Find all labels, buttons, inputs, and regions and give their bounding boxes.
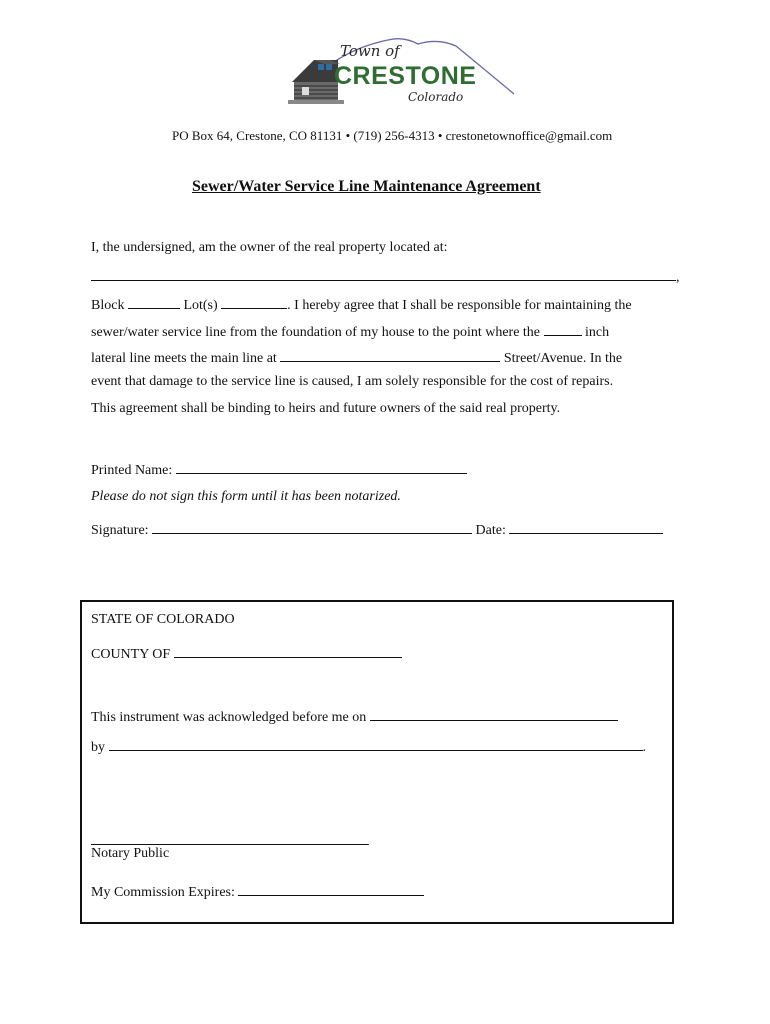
signature-label: Signature: bbox=[91, 523, 149, 538]
notary-state: STATE OF COLORADO bbox=[91, 612, 235, 627]
date-label: Date: bbox=[475, 523, 506, 538]
commission-label: My Commission Expires: bbox=[91, 885, 235, 900]
notary-signature-field[interactable] bbox=[91, 830, 369, 845]
signature-row bbox=[91, 519, 663, 539]
notarize-notice: Please do not sign this form until it has been notarized. bbox=[91, 489, 401, 504]
commission-row bbox=[91, 881, 424, 901]
printed-name-label: Printed Name: bbox=[91, 463, 173, 478]
main-line-row bbox=[91, 347, 622, 367]
county-field[interactable] bbox=[174, 643, 402, 658]
street-avenue-label: Street/Avenue. In the bbox=[503, 351, 623, 366]
logo-town-of: Town of bbox=[340, 42, 400, 60]
town-logo bbox=[278, 34, 518, 110]
by-period: . bbox=[642, 740, 646, 755]
acknowledged-label: This instrument was acknowledged before me on bbox=[91, 710, 367, 725]
agreement-text-2: sewer/water service line from the foundation of my house to the point where the bbox=[91, 325, 541, 340]
property-address-comma: , bbox=[676, 270, 680, 285]
block-label: Block bbox=[91, 298, 125, 313]
printed-name-field[interactable] bbox=[176, 459, 467, 474]
logo-crestone: CRESTONE bbox=[334, 62, 477, 90]
signature-field[interactable] bbox=[152, 519, 472, 534]
county-row bbox=[91, 643, 402, 663]
acknowledged-date-field[interactable] bbox=[370, 706, 618, 721]
inch-label: inch bbox=[585, 325, 610, 340]
agreement-text-4: event that damage to the service line is caused, I am solely responsible for the cost of repairs. bbox=[91, 374, 614, 389]
service-line-row bbox=[91, 321, 609, 341]
lots-label: Lot(s) bbox=[183, 298, 218, 313]
by-name-field[interactable] bbox=[109, 736, 643, 751]
agreement-text-3: lateral line meets the main line at bbox=[91, 351, 277, 366]
owner-statement: I, the undersigned, am the owner of the real property located at: bbox=[91, 240, 448, 255]
lots-field[interactable] bbox=[221, 294, 287, 309]
agreement-text-1: . I hereby agree that I shall be responsible for maintaining the bbox=[287, 298, 632, 313]
county-label: COUNTY OF bbox=[91, 647, 171, 662]
notary-public-label: Notary Public bbox=[91, 846, 170, 861]
date-field[interactable] bbox=[509, 519, 663, 534]
page-title: Sewer/Water Service Line Maintenance Agreement bbox=[192, 178, 541, 195]
by-row bbox=[91, 736, 646, 756]
block-lot-row bbox=[91, 294, 632, 314]
inch-field[interactable] bbox=[544, 321, 582, 336]
property-address-field[interactable] bbox=[91, 266, 676, 281]
acknowledged-row bbox=[91, 706, 618, 726]
commission-expires-field[interactable] bbox=[238, 881, 424, 896]
by-label: by bbox=[91, 740, 105, 755]
printed-name-row bbox=[91, 459, 467, 479]
block-field[interactable] bbox=[128, 294, 180, 309]
contact-line: PO Box 64, Crestone, CO 81131 • (719) 256-4313 • crestonetownoffice@gmail.com bbox=[172, 128, 613, 143]
property-address-row bbox=[91, 266, 680, 286]
logo-colorado: Colorado bbox=[408, 90, 464, 104]
street-field[interactable] bbox=[280, 347, 500, 362]
agreement-text-5: This agreement shall be binding to heirs and future owners of the said real property. bbox=[91, 401, 561, 416]
